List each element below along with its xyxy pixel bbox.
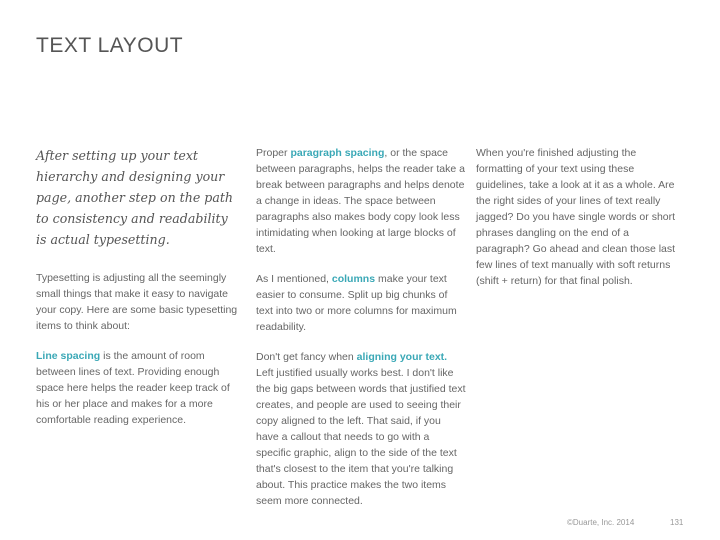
columns-term: columns — [331, 273, 376, 285]
alignment-text: Left justified usually works best. I don't like the big gaps between words that justified text creates, and people are used to seeing their copy aligned to the left. That said, if you have a callout that needs to go with a specific graphic, align to the side of the text that's closest to the item that you're talking about. This practice makes the two items seem more connected. — [256, 367, 466, 507]
column-3 — [476, 145, 684, 303]
intro-text: After setting up your text hierarchy and designing your page, another step on the path to consistency and readability is actual typesetting. — [36, 148, 234, 247]
columns-paragraph — [256, 271, 466, 335]
slide-title: TEXT LAYOUT — [36, 34, 184, 57]
columns-text: make your text easier to consume. Split up big chunks of text into two or more columns for maximum readability. — [256, 273, 457, 333]
paragraph-spacing-paragraph — [256, 145, 466, 257]
column-2 — [256, 145, 466, 523]
paragraph-spacing-term: paragraph spacing — [290, 147, 385, 159]
columns-lead: As I mentioned, — [256, 273, 332, 285]
line-spacing-term: Line spacing — [36, 350, 101, 362]
alignment-paragraph — [256, 349, 466, 509]
alignment-lead: Don't get fancy when — [256, 351, 357, 363]
copyright: ©Duarte, Inc. 2014 — [567, 518, 635, 527]
column-1 — [36, 145, 242, 442]
line-spacing-text: is the amount of room between lines of text. Providing enough space here helps the reader keep track of his or her place and makes for a more comfortable reading experience. — [36, 350, 230, 426]
paragraph-spacing-lead: Proper — [256, 147, 291, 159]
final-polish-paragraph: When you're finished adjusting the formatting of your text using these guidelines, take a look at it as a whole. Are the right sides of your lines of text really jagged? Do you have single words or short phrases dangling on the end of a paragraph? Go ahead and clean those last few lines of text manually with soft returns (shift + return) for that final polish. — [476, 147, 676, 287]
page-number: 131 — [670, 518, 684, 527]
alignment-term: aligning your text. — [356, 351, 448, 363]
line-spacing-paragraph — [36, 348, 242, 428]
paragraph-spacing-text: , or the space between paragraphs, helps the reader take a break between paragraphs and helps denote a change in ideas. The space between paragraphs also makes body copy look less intimidating when looking at large blocks of text. — [256, 147, 465, 255]
typesetting-paragraph: Typesetting is adjusting all the seemingly small things that make it easy to navigate your copy. Here are some basic typesetting items to think about: — [36, 272, 238, 332]
